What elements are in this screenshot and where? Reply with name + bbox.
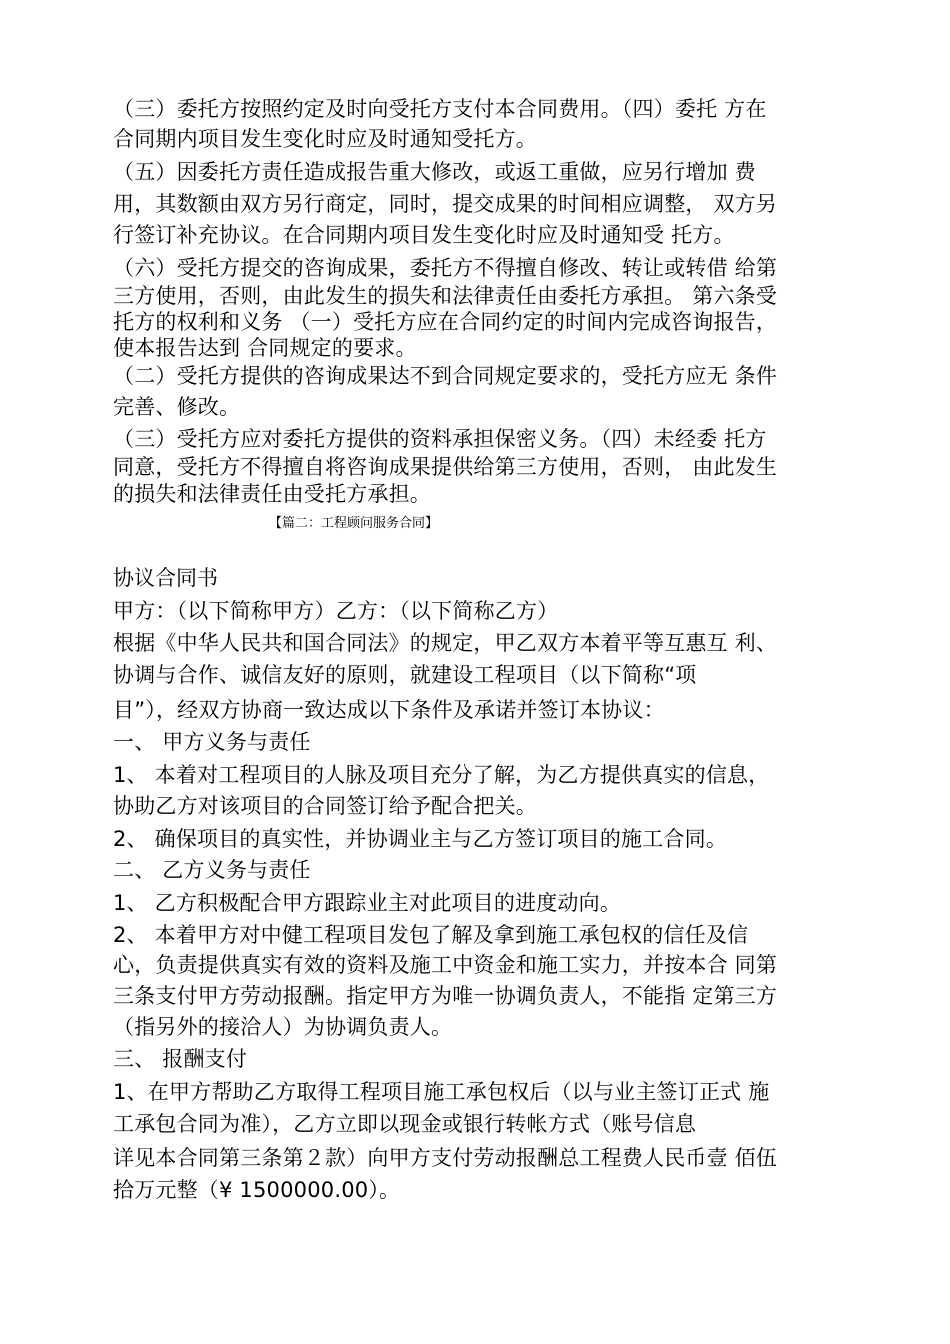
section-heading-line: 二、 乙方义务与责任 — [113, 858, 311, 882]
paragraph-line: 详见本合同第三条第２款）向甲方支付劳动报酬总工程费人民币壹 佰伍 — [113, 1146, 778, 1170]
paragraph-line: （三）受托方应对委托方提供的资料承担保密义务。（四）未经委 托方 — [113, 427, 767, 451]
paragraph-line: 三方使用，否则，由此发生的损失和法律责任由委托方承担。 第六条受 — [113, 284, 778, 308]
paragraph-line: 协调与合作、诚信友好的原则，就建设工程项目（以下简称“项 — [113, 663, 697, 687]
paragraph-line: 的损失和法律责任由受托方承担。 — [113, 482, 431, 506]
section-heading-line: 一、 甲方义务与责任 — [113, 730, 311, 754]
paragraph-line: （五）因委托方责任造成报告重大修改，或返工重做，应另行增加 费 — [113, 160, 756, 184]
section-heading: 【篇二：工程顾问服务合同】 — [269, 516, 439, 531]
paragraph-line: 托方的权利和义务 （一）受托方应在合同约定的时间内完成咨询报告， — [113, 310, 778, 334]
paragraph-line: （指另外的接洽人）为协调负责人。 — [113, 1015, 453, 1039]
paragraph-line: 拾万元整（¥ 1500000.00）。 — [113, 1178, 401, 1202]
paragraph-line: 协助乙方对该项目的合同签订给予配合把关。 — [113, 794, 537, 818]
paragraph-line: 用，其数额由双方另行商定，同时，提交成果的时间相应调整， 双方另 — [113, 192, 778, 216]
paragraph-line: 1、在甲方帮助乙方取得工程项目施工承包权后（以与业主签订正式 施 — [113, 1080, 770, 1104]
paragraph-line: 2、 本着甲方对中健工程项目发包了解及拿到施工承包权的信任及信 — [113, 923, 749, 947]
paragraph-line: 合同期内项目发生变化时应及时通知受托方。 — [113, 127, 537, 151]
paragraph-line: 行签订补充协议。在合同期内项目发生变化时应及时通知受 托方。 — [113, 223, 735, 247]
document-title: 协议合同书 — [113, 566, 218, 590]
paragraph-line: 1、 本着对工程项目的人脉及项目充分了解，为乙方提供真实的信息， — [113, 763, 770, 787]
paragraph-line: 完善、修改。 — [113, 395, 241, 419]
paragraph-line: （二）受托方提供的咨询成果达不到合同规定要求的，受托方应无 条件 — [113, 364, 778, 388]
paragraph-line: 根据《中华人民共和国合同法》的规定，甲乙双方本着平等互惠互 利、 — [113, 631, 778, 655]
paragraph-line: 1、 乙方积极配合甲方跟踪业主对此项目的进度动向。 — [113, 891, 622, 915]
section-heading-line: 三、 报酬支付 — [113, 1047, 248, 1071]
paragraph-line: 目”），经双方协商一致达成以下条件及承诺并签订本协议： — [113, 698, 665, 722]
paragraph-line: 2、 确保项目的真实性，并协调业主与乙方签订项目的施工合同。 — [113, 827, 728, 851]
paragraph-line: 三条支付甲方劳动报酬。指定甲方为唯一协调负责人，不能指 定第三方 — [113, 984, 778, 1008]
paragraph-line: （三）委托方按照约定及时向受托方支付本合同费用。（四）委托 方在 — [113, 97, 767, 121]
paragraph-line: 工承包合同为准），乙方立即以现金或银行转帐方式（账号信息 — [113, 1112, 697, 1136]
paragraph-line: 心，负责提供真实有效的资料及施工中资金和施工实力，并按本合 同第 — [113, 953, 778, 977]
paragraph-line: 同意，受托方不得擅自将咨询成果提供给第三方使用，否则， 由此发生 — [113, 455, 778, 479]
paragraph-line: （六）受托方提交的咨询成果，委托方不得擅自修改、转让或转借 给第 — [113, 256, 778, 280]
paragraph-line: 甲方：（以下简称甲方）乙方：（以下简称乙方） — [113, 599, 559, 623]
paragraph-line: 使本报告达到 合同规定的要求。 — [113, 336, 417, 360]
